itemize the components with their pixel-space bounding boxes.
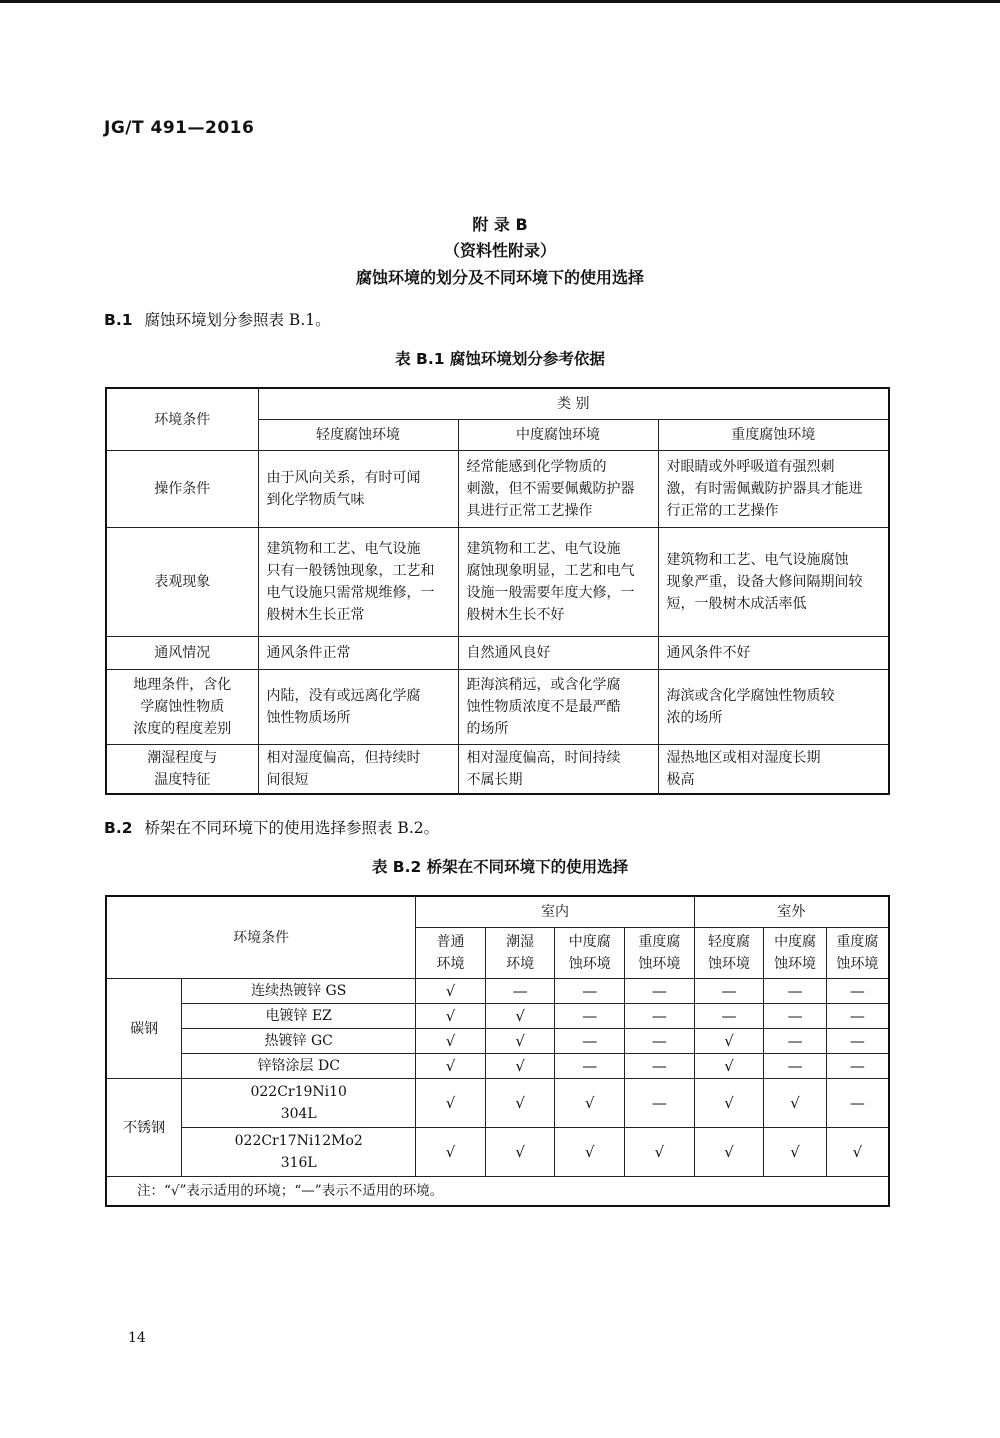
dash-mark: — — [694, 979, 764, 1004]
dash-mark: — — [694, 1004, 764, 1029]
table-b1-caption: 表 B.1 腐蚀环境划分参考依据 — [395, 350, 605, 368]
table-cell: 通风条件不好 — [658, 637, 889, 670]
table-b2 — [105, 895, 890, 1207]
column-header: 轻度腐 蚀环境 — [694, 928, 764, 979]
row-label: 表观现象 — [106, 528, 258, 637]
table-row — [106, 528, 889, 637]
row-label: 地理条件，含化 学腐蚀性物质 浓度的程度差别 — [106, 670, 258, 745]
check-mark: √ — [625, 1128, 695, 1177]
row-label: 潮湿程度与 温度特征 — [106, 745, 258, 795]
row-label: 操作条件 — [106, 451, 258, 528]
check-mark: √ — [416, 979, 486, 1004]
column-header: 中度腐蚀环境 — [458, 420, 658, 451]
table-cell: 由于风向关系，有时可闻 到化学物质气味 — [258, 451, 458, 528]
column-header: 重度腐蚀环境 — [658, 420, 889, 451]
check-mark: √ — [694, 1054, 764, 1079]
check-mark: √ — [416, 1079, 486, 1128]
table-row — [106, 637, 889, 670]
table-cell: 建筑物和工艺、电气设施腐蚀 现象严重，设备大修间隔期间较 短，一般树木成活率低 — [658, 528, 889, 637]
table-row — [106, 1004, 889, 1029]
check-mark: √ — [416, 1128, 486, 1177]
check-mark: √ — [416, 1029, 486, 1054]
dash-mark: — — [625, 1029, 695, 1054]
check-mark: √ — [485, 1054, 555, 1079]
top-rule — [0, 0, 1000, 3]
table-cell: 相对湿度偏高，但持续时 间很短 — [258, 745, 458, 795]
column-header: 重度腐 蚀环境 — [625, 928, 695, 979]
check-mark: √ — [764, 1079, 827, 1128]
material-group-label: 不锈钢 — [106, 1079, 182, 1177]
check-mark: √ — [694, 1029, 764, 1054]
dash-mark: — — [764, 1029, 827, 1054]
table-cell: 自然通风良好 — [458, 637, 658, 670]
header-category: 类 别 — [258, 388, 889, 420]
table-row — [106, 1079, 889, 1128]
check-mark: √ — [694, 1079, 764, 1128]
clause-b1 — [104, 308, 331, 330]
clause-text: 桥架在不同环境下的使用选择参照表 B.2。 — [144, 819, 440, 837]
dash-mark: — — [826, 1004, 889, 1029]
column-header: 中度腐 蚀环境 — [764, 928, 827, 979]
table-cell: 距海滨稍远，或含化学腐 蚀性物质浓度不是最严酷 的场所 — [458, 670, 658, 745]
check-mark: √ — [764, 1128, 827, 1177]
clause-number: B.2 — [104, 819, 133, 837]
table-row — [106, 670, 889, 745]
check-mark: √ — [555, 1079, 625, 1128]
check-mark: √ — [485, 1004, 555, 1029]
dash-mark: — — [764, 1054, 827, 1079]
dash-mark: — — [826, 1029, 889, 1054]
table-cell: 相对湿度偏高，时间持续 不属长期 — [458, 745, 658, 795]
appendix-subtitle: （资料性附录） — [443, 241, 556, 260]
dash-mark: — — [826, 979, 889, 1004]
material-label: 锌铬涂层 DC — [182, 1054, 416, 1079]
table-cell: 通风条件正常 — [258, 637, 458, 670]
table-row — [106, 451, 889, 528]
dash-mark: — — [485, 979, 555, 1004]
column-header: 潮湿 环境 — [485, 928, 555, 979]
table-b1 — [105, 387, 890, 795]
table-cell: 对眼睛或外呼吸道有强烈刺 激，有时需佩戴防护器具才能进 行正常的工艺操作 — [658, 451, 889, 528]
material-label: 热镀锌 GC — [182, 1029, 416, 1054]
table-cell: 内陆，没有或远离化学腐 蚀性物质场所 — [258, 670, 458, 745]
dash-mark: — — [625, 1054, 695, 1079]
check-mark: √ — [485, 1128, 555, 1177]
dash-mark: — — [625, 1079, 695, 1128]
header-env-condition: 环境条件 — [106, 388, 258, 451]
column-header: 中度腐 蚀环境 — [555, 928, 625, 979]
clause-b2 — [104, 816, 439, 838]
header-env-condition: 环境条件 — [106, 896, 416, 979]
clause-text: 腐蚀环境划分参照表 B.1。 — [144, 311, 331, 329]
table-cell: 海滨或含化学腐蚀性物质较 浓的场所 — [658, 670, 889, 745]
table-row — [106, 745, 889, 795]
check-mark: √ — [416, 1004, 486, 1029]
table-row — [106, 1029, 889, 1054]
material-group-label: 碳钢 — [106, 979, 182, 1079]
material-label: 022Cr17Ni12Mo2 316L — [182, 1128, 416, 1177]
appendix-title: 附 录 B — [472, 215, 528, 234]
check-mark: √ — [485, 1029, 555, 1054]
table-header-row — [106, 388, 889, 420]
table-cell: 湿热地区或相对湿度长期 极高 — [658, 745, 889, 795]
dash-mark: — — [625, 979, 695, 1004]
table-cell: 建筑物和工艺、电气设施 只有一般锈蚀现象，工艺和 电气设施只需常规维修，一 般树木生长正常 — [258, 528, 458, 637]
check-mark: √ — [485, 1079, 555, 1128]
check-mark: √ — [694, 1128, 764, 1177]
table-note-row — [106, 1177, 889, 1207]
dash-mark: — — [555, 1054, 625, 1079]
check-mark: √ — [555, 1128, 625, 1177]
clause-number: B.1 — [104, 311, 133, 329]
table-note: 注：“√”表示适用的环境；“—”表示不适用的环境。 — [106, 1177, 889, 1207]
table-row — [106, 1128, 889, 1177]
dash-mark: — — [826, 1054, 889, 1079]
dash-mark: — — [555, 1029, 625, 1054]
material-label: 连续热镀锌 GS — [182, 979, 416, 1004]
appendix-topic: 腐蚀环境的划分及不同环境下的使用选择 — [355, 268, 644, 287]
table-header-row — [106, 896, 889, 928]
dash-mark: — — [555, 1004, 625, 1029]
header-indoor: 室内 — [416, 896, 694, 928]
dash-mark: — — [826, 1079, 889, 1128]
header-outdoor: 室外 — [694, 896, 889, 928]
page-number: 14 — [128, 1330, 146, 1346]
table-cell: 建筑物和工艺、电气设施 腐蚀现象明显，工艺和电气 设施一般需要年度大修，一 般树木生长不好 — [458, 528, 658, 637]
row-label: 通风情况 — [106, 637, 258, 670]
dash-mark: — — [764, 979, 827, 1004]
dash-mark: — — [764, 1004, 827, 1029]
material-label: 022Cr19Ni10 304L — [182, 1079, 416, 1128]
check-mark: √ — [826, 1128, 889, 1177]
dash-mark: — — [625, 1004, 695, 1029]
check-mark: √ — [416, 1054, 486, 1079]
table-cell: 经常能感到化学物质的 刺激，但不需要佩戴防护器 具进行正常工艺操作 — [458, 451, 658, 528]
column-header: 重度腐 蚀环境 — [826, 928, 889, 979]
standard-code: JG/T 491—2016 — [104, 118, 255, 138]
table-row — [106, 979, 889, 1004]
column-header: 普通 环境 — [416, 928, 486, 979]
material-label: 电镀锌 EZ — [182, 1004, 416, 1029]
table-b2-caption: 表 B.2 桥架在不同环境下的使用选择 — [371, 858, 629, 876]
column-header: 轻度腐蚀环境 — [258, 420, 458, 451]
table-row — [106, 1054, 889, 1079]
dash-mark: — — [555, 979, 625, 1004]
